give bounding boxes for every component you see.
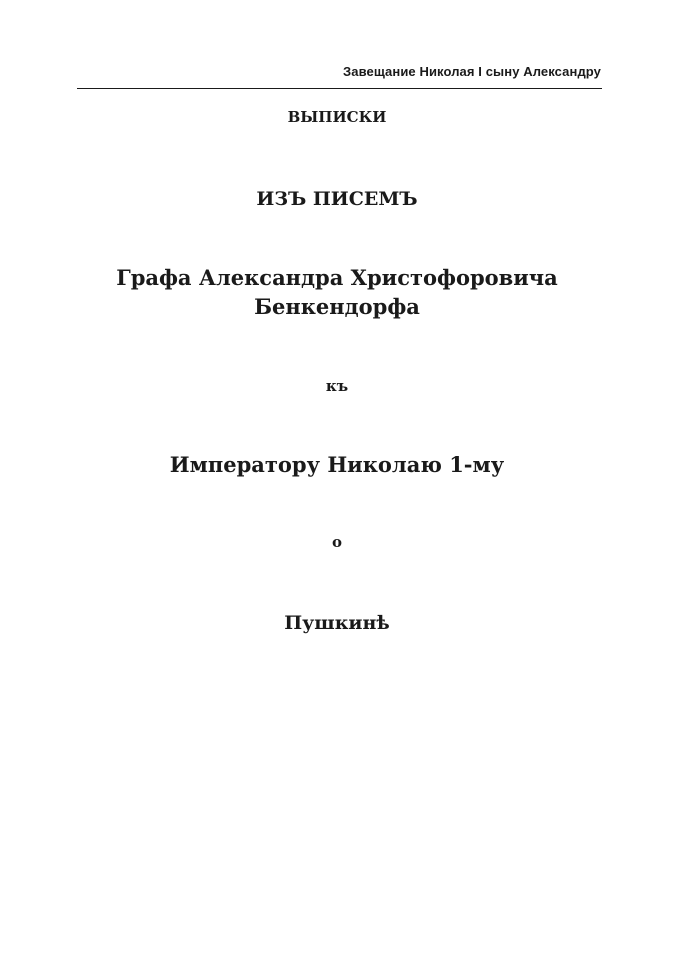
title-preposition-k: къ bbox=[325, 377, 349, 395]
title-recipient: Императору Николаю 1-му bbox=[169, 452, 505, 477]
title-author-name: Графа Александра Христофоровича bbox=[116, 265, 558, 290]
running-header-title: Завещание Николая I сыну Александру bbox=[343, 64, 601, 79]
header-divider bbox=[77, 88, 602, 89]
title-preposition-o: о bbox=[331, 533, 342, 551]
title-vypiski: ВЫПИСКИ bbox=[287, 108, 387, 126]
title-iz-pisem: ИЗЪ ПИСЕМЪ bbox=[256, 188, 418, 210]
title-subject: Пушкинѣ bbox=[284, 612, 390, 634]
title-author-surname: Бенкендорфа bbox=[254, 294, 420, 319]
